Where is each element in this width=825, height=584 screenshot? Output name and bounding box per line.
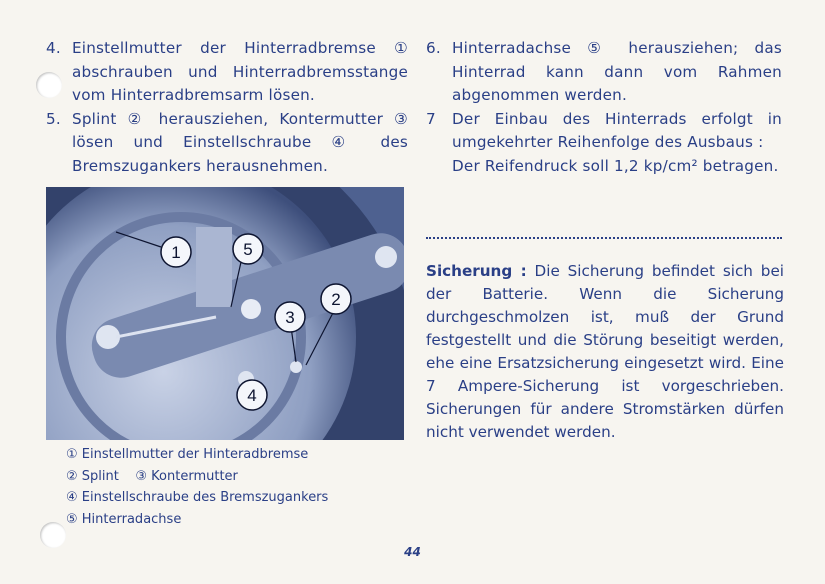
- left-column: [46, 37, 408, 178]
- step-text: Der Reifendruck soll 1,2 kp/cm² betragen.: [452, 156, 779, 175]
- page-number: 44: [404, 545, 421, 559]
- callout-overlay: [46, 187, 404, 440]
- figure-caption: [66, 444, 328, 530]
- callout-label: 4: [247, 386, 257, 405]
- wheel-photo: [46, 187, 404, 440]
- dotted-divider: [426, 237, 782, 239]
- step-number: 7: [426, 109, 436, 128]
- callout-1: [161, 237, 191, 267]
- tire-pressure-note: [426, 155, 782, 179]
- note-body: Die Sicherung befindet sich bei der Batterie. Wenn die Sicherung durchgeschmolzen ist, muß der Grund festgestellt und die Störung beseitigt werden, ehe eine Ersatzsicherung eingesetzt wird. Eine 7 Ampere-Sicherung ist vorgeschrieben. Sicherungen für andere Stromstärken dürfen nicht verwendet werden.: [426, 262, 785, 441]
- step-text: Splint ② herausziehen, Kontermutter ③ lösen und Einstellschraube ④ des Bremszugankers herausnehmen.: [72, 109, 408, 175]
- step-number: [426, 155, 452, 179]
- note-title: Sicherung :: [426, 262, 527, 280]
- step-text: Hinterradachse ⑤ herausziehen; das Hinterrad kann dann vom Rahmen abgenommen werden.: [452, 39, 782, 104]
- step-number: 6.: [426, 39, 441, 57]
- callout-5: [233, 234, 263, 264]
- callout-label: 1: [171, 243, 181, 262]
- step-number: 4.: [46, 39, 61, 57]
- step-number: 5.: [46, 109, 61, 128]
- callout-4: [237, 380, 267, 410]
- callout-label: 3: [285, 308, 295, 327]
- step-text: Der Einbau des Hinterrads erfolgt in umgekehrter Reihenfolge des Ausbaus :: [452, 109, 782, 151]
- fuse-note: [426, 260, 784, 444]
- caption-line: ④ Einstellschraube des Bremszugankers: [66, 490, 329, 505]
- step-4: [46, 37, 408, 108]
- step-6: [426, 37, 782, 108]
- callout-label: 5: [243, 240, 253, 259]
- caption-line: ① Einstellmutter der Hinteradbremse: [66, 447, 309, 462]
- callout-3: [275, 302, 305, 332]
- caption-line: ② Splint ③ Kontermutter: [66, 468, 238, 484]
- right-column: [426, 37, 782, 178]
- step-5: [46, 108, 408, 179]
- callout-label: 2: [331, 290, 341, 309]
- caption-line: ⑤ Hinterradachse: [66, 511, 182, 527]
- step-text: Einstellmutter der Hinterradbremse ① abschrauben und Hinterradbremsstange vom Hinterradbremsarm lösen.: [72, 39, 408, 104]
- step-7: [426, 108, 782, 155]
- callout-2: [321, 284, 351, 314]
